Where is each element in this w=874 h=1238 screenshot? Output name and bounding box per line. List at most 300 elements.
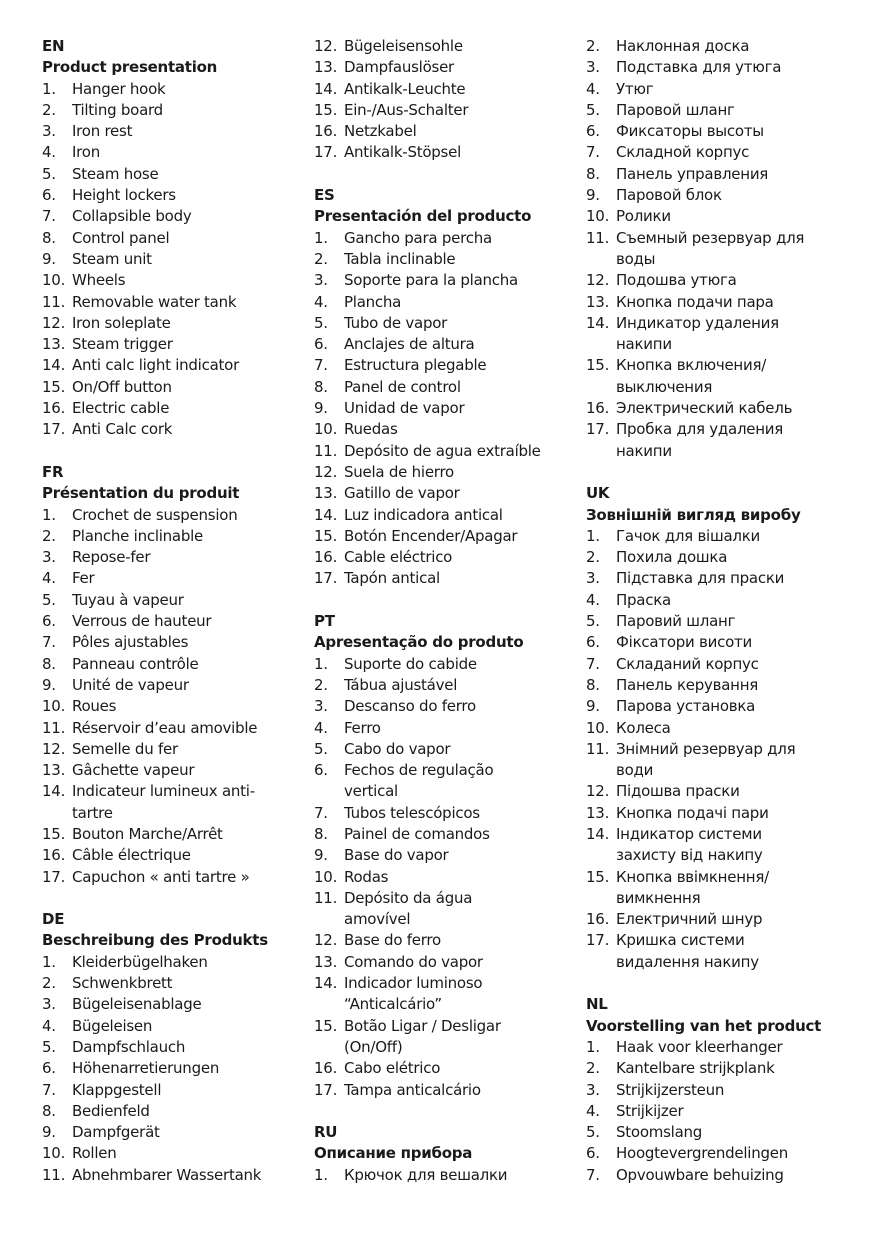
item-text [72,334,310,355]
item-text [72,206,310,227]
section-title: Apresentação do produto [314,633,524,652]
item-text [616,1101,846,1122]
list-item [586,398,846,419]
section-title: Beschreibung des Produkts [42,931,268,950]
item-text [616,696,846,717]
list-item [42,994,310,1015]
item-text [72,419,310,440]
list-item [314,57,582,78]
item-text-line: Descanso do ferro [344,697,476,716]
list-item [586,419,846,462]
list-item [42,952,310,973]
list-item [586,1080,846,1101]
item-number: 2. [42,974,56,993]
item-text-line: Ein-/Aus-Schalter [344,100,469,119]
list-item [314,718,582,739]
item-text-line: Tampa anticalcário [344,1080,481,1099]
item-text-line: Пробка для удаления [616,420,784,439]
item-text-line: Индикатор удаления [616,313,779,332]
list-item [586,568,846,589]
list-item [314,292,582,313]
list-item [42,654,310,675]
item-text-line: Hanger hook [72,79,166,98]
item-number: 6. [314,335,328,354]
item-text [616,1143,846,1164]
list-item [314,930,582,951]
item-text [72,760,310,781]
item-text-line: Suporte do cabide [344,654,477,673]
item-number: 16. [314,1059,338,1078]
list-item [586,824,846,867]
item-number: 5. [586,100,600,119]
item-text-line: Planche inclinable [72,526,204,545]
item-text-line: Antikalk-Leuchte [344,79,466,98]
language-section [314,185,582,590]
item-text-line: Depósito de agua extraíble [344,441,541,460]
list-item [314,121,582,142]
item-text [72,1101,310,1122]
item-text-line: Schwenkbrett [72,974,173,993]
item-number: 2. [42,526,56,545]
list-item [42,1058,310,1079]
item-number: 6. [42,612,56,631]
item-text [616,909,846,930]
item-number: 9. [586,697,600,716]
item-text [344,441,582,462]
item-text-line: Гачок для вішалки [616,526,761,545]
item-number: 11. [586,739,610,758]
item-number: 5. [42,1037,56,1056]
item-number: 4. [42,569,56,588]
item-text [616,1165,846,1186]
item-number: 2. [586,1059,600,1078]
item-number: 12. [314,37,338,55]
item-text-continuation: води [616,761,654,780]
item-text-line: Похила дошка [616,548,728,567]
item-text [344,888,582,931]
item-number: 4. [314,292,328,311]
item-text-line: Iron rest [72,122,133,141]
item-number: 7. [586,654,600,673]
item-text [72,675,310,696]
language-code: UK [586,484,610,503]
list-item [42,292,310,313]
list-item [314,760,582,803]
list-item [586,930,846,973]
item-number: 10. [42,697,66,716]
item-number: 17. [42,867,66,886]
item-text [344,1016,582,1059]
item-text-line: Tubo de vapor [344,313,448,332]
item-number: 12. [314,931,338,950]
item-number: 11. [42,292,66,311]
item-text-line: Підставка для праски [616,569,785,588]
list-item [42,568,310,589]
list-item [42,228,310,249]
list-item [314,505,582,526]
item-number: 2. [586,548,600,567]
list-item [586,803,846,824]
item-text [616,1122,846,1143]
item-text-line: Verrous de hauteur [72,612,212,631]
item-text-line: Паровий шланг [616,612,736,631]
item-text-line: Base do vapor [344,846,449,865]
item-text-line: Haak voor kleerhanger [616,1037,783,1056]
list-item [586,355,846,398]
column-1 [42,36,310,1186]
item-text [616,824,846,867]
item-text [72,249,310,270]
list-item [586,547,846,568]
item-text [344,1165,582,1186]
item-text [72,121,310,142]
list-item [586,79,846,100]
item-number: 9. [42,249,56,268]
item-text [72,185,310,206]
item-text [616,611,846,632]
list-item [314,249,582,270]
item-text-line: Suela de hierro [344,462,454,481]
language-section [42,36,310,441]
list-item [314,334,582,355]
item-text-line: Soporte para la plancha [344,271,518,290]
item-text-line: Hoogtevergrendelingen [616,1144,788,1163]
list-item [42,334,310,355]
item-number: 15. [42,377,66,396]
item-text-line: Wheels [72,271,126,290]
item-number: 1. [314,654,328,673]
item-text-line: Removable water tank [72,292,237,311]
item-text [72,79,310,100]
list-item [586,1143,846,1164]
item-text [616,803,846,824]
column-2 [314,36,582,1186]
item-text [344,547,582,568]
item-number: 16. [42,399,66,418]
item-text [72,228,310,249]
list-item [42,781,310,824]
item-text-line: Steam unit [72,249,152,268]
item-text [616,526,846,547]
language-section [314,611,582,1101]
item-text-line: Anti calc light indicator [72,356,239,375]
language-code: DE [42,910,65,929]
item-number: 5. [314,739,328,758]
item-number: 11. [314,888,338,907]
item-number: 15. [314,1016,338,1035]
item-text [344,568,582,589]
item-number: 4. [586,590,600,609]
item-text [344,654,582,675]
item-number: 13. [314,58,338,77]
list-item [314,1165,582,1186]
item-text [344,930,582,951]
item-text [616,675,846,696]
item-text-line: Dampfschlauch [72,1037,186,1056]
item-text [344,675,582,696]
item-text-line: Steam hose [72,164,159,183]
item-number: 17. [586,420,610,439]
language-code: PT [314,612,335,631]
item-number: 17. [42,420,66,439]
item-text-line: Unité de vapeur [72,675,189,694]
item-text [344,462,582,483]
list-item [42,739,310,760]
item-text-line: Height lockers [72,186,176,205]
item-number: 17. [314,569,338,588]
item-text [344,952,582,973]
item-text-line: Botón Encender/Apagar [344,526,518,545]
list-item [586,270,846,291]
item-number: 4. [314,718,328,737]
item-text [72,1165,310,1186]
section-title: Зовнішній вигляд виробу [586,505,801,524]
item-text-line: Electric cable [72,399,170,418]
item-text-line: Iron [72,143,100,162]
item-text-line: Control panel [72,228,170,247]
item-text-line: Праска [616,590,671,609]
list-item [42,718,310,739]
item-number: 17. [586,931,610,950]
list-item [586,57,846,78]
item-number: 10. [42,1144,66,1163]
item-text [616,568,846,589]
item-text [72,973,310,994]
item-text-line: Электрический кабель [616,399,793,418]
item-text-line: Câble électrique [72,846,191,865]
item-text [344,398,582,419]
item-number: 12. [42,313,66,332]
item-text [72,632,310,653]
list-item [314,462,582,483]
item-text [616,654,846,675]
list-item [586,36,846,57]
item-number: 7. [314,356,328,375]
item-text-line: Подошва утюга [616,271,737,290]
list-item [314,398,582,419]
list-item [586,164,846,185]
list-item [314,377,582,398]
item-text-continuation: накипи [616,441,672,460]
list-item [586,675,846,696]
item-text [72,547,310,568]
item-text-line: Painel de comandos [344,824,490,843]
list-item [586,228,846,271]
item-text-line: Кнопка подачи пара [616,292,774,311]
item-text [616,100,846,121]
language-section [586,483,846,973]
item-number: 3. [314,697,328,716]
item-text-line: Gâchette vapeur [72,761,195,780]
item-number: 11. [42,1165,66,1184]
item-number: 3. [586,58,600,77]
item-text-line: Rodas [344,867,389,886]
item-text [72,867,310,888]
item-text [616,1080,846,1101]
list-item [314,568,582,589]
list-item [314,483,582,504]
item-text-continuation: видалення накипу [616,952,759,971]
item-number: 10. [314,420,338,439]
item-text [616,313,846,356]
language-section [586,36,846,462]
item-text-line: Панель управления [616,164,769,183]
list-item [586,185,846,206]
item-text-line: On/Off button [72,377,172,396]
item-text-line: Bügeleisenablage [72,995,202,1014]
list-item [42,206,310,227]
item-number: 6. [314,761,328,780]
item-text-line: Наклонная доска [616,37,750,55]
item-text [616,79,846,100]
item-text-line: Strijkijzer [616,1101,684,1120]
list-item [314,867,582,888]
item-text [616,739,846,782]
item-text [344,142,582,163]
item-text [616,1037,846,1058]
item-number: 3. [42,995,56,1014]
item-text-line: Cabo do vapor [344,739,451,758]
item-number: 4. [586,1101,600,1120]
section-title: Описание прибора [314,1144,473,1163]
item-text [344,355,582,376]
item-number: 14. [314,79,338,98]
item-number: 14. [42,782,66,801]
item-number: 15. [42,824,66,843]
item-text [344,1058,582,1079]
item-text-line: Tábua ajustável [344,675,458,694]
list-item [42,121,310,142]
list-item [314,739,582,760]
item-text [344,718,582,739]
list-item [586,590,846,611]
item-number: 4. [42,143,56,162]
item-text-line: Steam trigger [72,335,173,354]
item-text-line: Парова установка [616,697,756,716]
list-item [42,79,310,100]
item-text-line: Plancha [344,292,402,311]
item-number: 13. [586,292,610,311]
item-text [344,867,582,888]
item-text-line: Съемный резервуар для [616,228,805,247]
item-text [72,781,310,824]
item-text [72,1016,310,1037]
language-code: NL [586,995,608,1014]
item-text [72,505,310,526]
item-text [344,824,582,845]
item-text-line: Réservoir d’eau amovible [72,718,258,737]
item-text-continuation: накипи [616,335,672,354]
item-text-line: Iron soleplate [72,313,171,332]
item-number: 17. [314,143,338,162]
item-number: 9. [314,846,328,865]
item-number: 11. [314,441,338,460]
list-item [586,1058,846,1079]
item-text [344,739,582,760]
item-number: 11. [586,228,610,247]
item-text-line: Pôles ajustables [72,633,189,652]
item-number: 4. [586,79,600,98]
list-item [42,1122,310,1143]
item-number: 16. [586,910,610,929]
item-number: 9. [42,1123,56,1142]
item-text-line: Strijkijzersteun [616,1080,725,1099]
item-text [72,164,310,185]
section-title: Voorstelling van het product [586,1016,822,1035]
item-text-line: Unidad de vapor [344,399,465,418]
item-number: 16. [314,548,338,567]
item-text-line: Dampfauslöser [344,58,454,77]
item-text-continuation: “Anticalcário” [344,995,442,1014]
list-item [586,611,846,632]
item-number: 2. [314,675,328,694]
list-item [42,142,310,163]
item-text [72,313,310,334]
section-title: Présentation du produit [42,484,240,503]
item-text [616,419,846,462]
list-item [586,292,846,313]
item-number: 1. [586,1037,600,1056]
list-item [586,1122,846,1143]
item-text [616,781,846,802]
item-text-line: Кришка системи [616,931,745,950]
item-text [344,973,582,1016]
item-text [72,526,310,547]
item-text-line: Kantelbare strijkplank [616,1059,775,1078]
item-text-line: Fechos de regulação [344,761,494,780]
item-text [72,1080,310,1101]
item-text-line: Знімний резервуар для [616,739,796,758]
list-item [586,909,846,930]
item-number: 6. [586,1144,600,1163]
list-item [42,1037,310,1058]
item-text-line: Складаний корпус [616,654,759,673]
item-number: 13. [42,335,66,354]
item-text [72,100,310,121]
language-code: ES [314,186,335,205]
section-title: Presentación del producto [314,207,532,226]
item-number: 1. [42,79,56,98]
list-item [314,1016,582,1059]
item-text-continuation: воды [616,249,656,268]
item-text-line: Indicador luminoso [344,974,483,993]
item-text [616,228,846,271]
list-item [314,355,582,376]
item-number: 14. [586,824,610,843]
item-text-line: Складной корпус [616,143,750,162]
item-text-line: Ruedas [344,420,398,439]
list-item [42,1165,310,1186]
item-number: 8. [42,654,56,673]
item-number: 15. [314,526,338,545]
item-number: 8. [42,1101,56,1120]
language-code: EN [42,37,65,55]
list-item [586,718,846,739]
item-text-line: Estructura plegable [344,356,487,375]
item-text [72,568,310,589]
item-text-line: Панель керування [616,675,759,694]
item-text [616,718,846,739]
item-text [72,845,310,866]
item-text-line: Tilting board [72,100,163,119]
item-text-continuation: vertical [344,782,398,801]
item-text [616,547,846,568]
list-item [42,547,310,568]
list-item [42,249,310,270]
list-item [42,505,310,526]
item-number: 12. [42,739,66,758]
item-text [344,760,582,803]
